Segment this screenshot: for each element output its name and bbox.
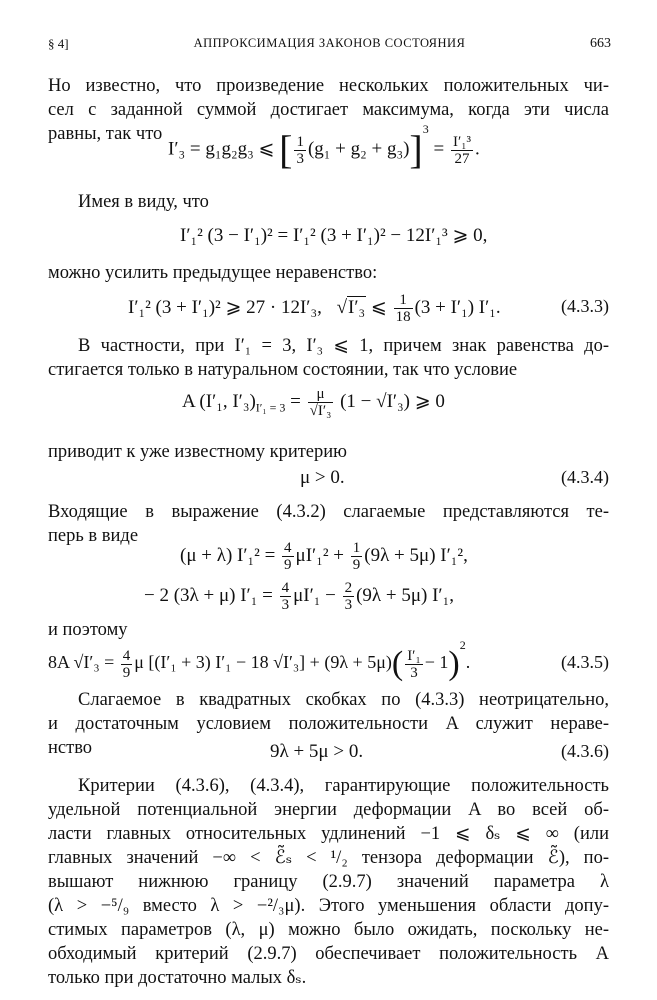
text-line: В частности, при I′₁ = 3, I′₃ ⩽ 1, причем знак равенства до- [78,336,609,356]
text-line: обходимый критерий (2.9.7) обеспечивает положительность A [48,944,609,964]
text-line: и достаточным условием положительности A служит нераве- [48,714,609,734]
equation-9: 9λ + 5μ > 0. [270,741,364,762]
equation-number: (4.3.3) [561,296,609,316]
text-line: Входящие в выражение (4.3.2) слагаемые представляются те- [48,502,609,522]
equation-1: I′₃ = g₁g₂g₃ ⩽ [ $\frac{1}{3}$ (g₁ + g₂ + g₃)]$^3$ = $\frac{\text{I′₁³}}{27}$ . [168,122,480,172]
text-line: удельной потенциальной энергии деформации A во всей об- [48,800,609,820]
text-line: главных значений −∞ < ℰ̃ₛ < ¹/₂ тензора деформации ℰ̃), по- [48,848,609,868]
equation-number: (4.3.4) [561,467,609,487]
paragraph-5: приводит к уже известному критерию [48,442,347,462]
equation-3: I′₁² (3 + I′₁)² ⩾ 27 · 12I′₃, √I′₃ ⩽ $\frac{1}{18}$ (3 + I′₁) I′₁. [128,292,501,325]
text-line: вышают нижнюю границу (2.9.7) значений параметра λ [48,872,609,892]
text-line: Но известно, что произведение нескольких положительных чи- [48,76,609,96]
text-line: сел с заданной суммой достигает максимума, когда эти числа [48,100,609,120]
text-line: только при достаточно малых δₛ. [48,968,307,988]
running-title: АППРОКСИМАЦИЯ ЗАКОНОВ СОСТОЯНИЯ [193,36,466,50]
text-line: перь в виде [48,526,139,546]
page-header [48,36,611,56]
text-line: Критерии (4.3.6), (4.3.4), гарантирующие положительность [78,776,609,796]
equation-number: (4.3.6) [561,741,609,761]
equation-5: μ > 0. [300,467,345,488]
text-line: стигается только в натуральном состоянии, так что условие [48,360,518,380]
paragraph-9 [48,774,609,990]
text-line: Слагаемое в квадратных скобках по (4.3.3) неотрицательно, [78,690,609,710]
equation-2: I′₁² (3 − I′₁)² = I′₁² (3 + I′₁)² − 12I′₁³ ⩾ 0, [180,225,488,246]
paragraph-4 [48,334,609,382]
paragraph-7: и поэтому [48,620,128,640]
equation-7: − 2 (3λ + μ) I′₁ = $\frac{4}{3}$ μI′₁ − $\frac{2}{3}$ (9λ + 5μ) I′₁, [144,580,454,613]
paragraph-3: можно усилить предыдущее неравенство: [48,263,378,283]
paragraph-2: Имея в виду, что [78,192,209,212]
text-line: стимых параметров (λ, μ) можно было ожидать, поскольку не- [48,920,609,940]
section-marker: § 4] [48,36,69,51]
text-line: равны, так что [48,124,163,144]
page-number: 663 [590,36,611,51]
equation-8: 8A √I′₃ = $\frac{4}{9}$ μ [(I′₁ + 3) I′₁ − 18 √I′₃] + (9λ + 5μ)( $\frac{\text{I′₁}}{3}$ − 1)$^2$. [48,638,471,682]
text-line: нство [48,738,93,758]
equation-6: (μ + λ) I′₁² = $\frac{4}{9}$ μI′₁² + $\frac{1}{9}$ (9λ + 5μ) I′₁², [180,540,468,573]
equation-number: (4.3.5) [561,652,609,672]
text-line: ласти главных относительных удлинений −1 ⩽ δₛ ⩽ ∞ (или [48,824,609,844]
equation-4: A (I′₁, $I'_3)_{I'_1 = 3}$ = $\frac{\mu}{\text{√I′₃}}$ (1 − √I′₃) ⩾ 0 [182,386,445,419]
text-line: (λ > −⁵/₉ вместо λ > −²/₃μ). Этого уменьшения области допу- [48,896,609,916]
